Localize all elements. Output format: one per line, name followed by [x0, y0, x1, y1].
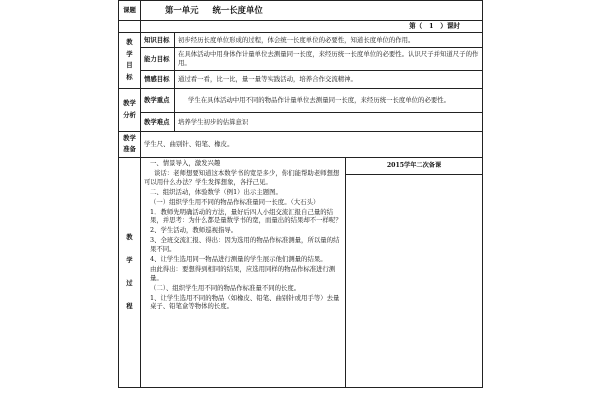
process-label: 教 学 过 程 — [119, 157, 141, 387]
period-label: 第（ 1 ）课时 — [141, 21, 483, 33]
process-line: 一、情景导入，激发兴趣 — [150, 158, 221, 167]
process-line: 1、让学生选用不同的物品（如橡皮、铅笔、曲别针或用手等）去量桌子、铅笔盒等物体的长度。 — [150, 293, 340, 311]
title-row — [119, 1, 483, 21]
process-line: 3、全班交流汇报、得出：因为选用的物品作标准测量，所以量的结果不同。 — [150, 236, 340, 254]
unit-name: 第一单元 — [165, 4, 199, 15]
second-prep-header: 2015学年二次备课 — [346, 158, 482, 175]
difficulty-label: 教学难点 — [141, 112, 175, 131]
process-line: 2、学生活动，教师巡视指导。 — [150, 226, 238, 235]
topic-label: 课题 — [119, 1, 141, 21]
emotion-goal-label: 情感目标 — [141, 70, 175, 88]
lesson-name: 统一长度单位 — [212, 4, 263, 15]
process-line: 1．教师先明确活动的方法，量好后四人小组交流汇报自己量的结果，并思考：为什么都是量数学书的宽，而量出的结果却不一样呢？ — [150, 207, 342, 225]
process-line: （一）组织学生用不同的物品作标准量同一长度。（大石头） — [150, 197, 320, 206]
goals-label: 教 学 目 标 — [119, 32, 141, 88]
second-prep-notes-column — [346, 157, 483, 387]
process-line: 二、组织活动，体验数学（例1）出示主题图。 — [150, 187, 282, 196]
analysis-row — [119, 112, 483, 131]
period-blank-cell — [119, 21, 141, 33]
key-point-text: 学生在具体活动中用不同的物品作计量单位去测量同一长度，来经历统一长度单位的必要性。 — [175, 88, 483, 112]
key-point-label: 教学重点 — [141, 88, 175, 112]
analysis-label: 教学 分析 — [119, 88, 141, 131]
goal-row — [119, 70, 483, 88]
process-line: （二）、组织学生用不同的物品作标准量不同的长度。 — [150, 283, 301, 292]
knowledge-goal-text: 初步经历长度单位形成的过程，体会统一长度单位的必要性，知道长度单位的作用。 — [175, 32, 483, 47]
prep-label: 教学 准备 — [119, 131, 141, 157]
process-line: 由此得出：要想得到相同的结果，应选用同样的物品作标准进行测量。 — [150, 265, 336, 282]
process-line: 谈话：老师想要知道这本数学书的宽是多少，你们能帮助老师想想可以用什么办法？学生发挥想象，各抒己见。 — [144, 168, 340, 186]
process-line: 4、让学生选用同一物品进行测量的学生展示他们测量的结果。 — [150, 255, 327, 264]
knowledge-goal-label: 知识目标 — [141, 32, 175, 47]
ability-goal-label: 能力目标 — [141, 47, 175, 70]
analysis-row — [119, 88, 483, 112]
emotion-goal-text: 通过看一看，比一比，量一量等实践活动，培养合作交流精神。 — [175, 70, 483, 88]
prep-text: 学生尺、曲别针、铅笔、橡皮。 — [141, 131, 483, 157]
process-content — [141, 157, 346, 387]
lesson-title — [141, 1, 483, 21]
period-number: 1 — [428, 22, 434, 30]
difficulty-text: 培养学生初步的估算意识 — [175, 112, 483, 131]
process-row — [119, 157, 483, 387]
ability-goal-text: 在具体活动中用身体作计量单位去测量同一长度，来经历统一长度单位的必要性。认识尺子并知道尺子的作用。 — [175, 47, 483, 70]
lesson-plan-table — [118, 0, 483, 388]
prep-row — [119, 131, 483, 157]
goal-row — [119, 47, 483, 70]
goal-row — [119, 32, 483, 47]
period-row — [119, 21, 483, 33]
